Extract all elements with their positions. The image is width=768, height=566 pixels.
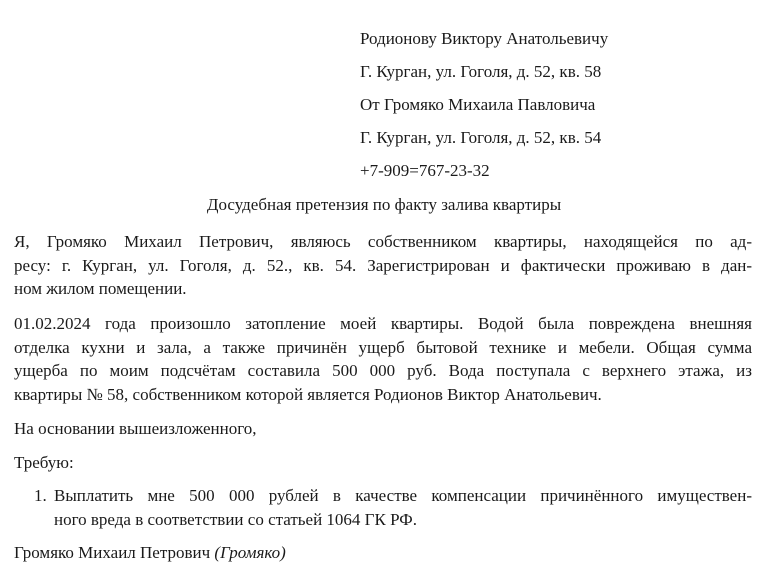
paragraph-line: квартиры № 58, собственником которой является Родионов Виктор Анатольевич. <box>14 384 602 404</box>
paragraph-owner-info <box>14 230 752 301</box>
paragraph-line: ущерба по моим подсчётам составила 500 000 руб. Вода поступала с верхнего этажа, из <box>14 361 752 380</box>
paragraph-incident <box>14 312 752 406</box>
handwritten-signature: (Громяко) <box>214 543 286 562</box>
paragraph-line: Я, Громяко Михаил Петрович, являюсь собственником квартиры, находящейся по ад- <box>14 232 752 251</box>
paragraph-line: ресу: г. Курган, ул. Гоголя, д. 52., кв. 54. Зарегистрирован и фактически проживаю в дан- <box>14 255 752 275</box>
demands-list <box>14 484 752 531</box>
sender-name: От Громяко Михаила Павловича <box>360 95 596 114</box>
paragraph-line: 01.02.2024 года произошло затопление моей квартиры. Водой была повреждена внешняя <box>14 314 752 333</box>
document-title: Досудебная претензия по факту залива квартиры <box>206 195 562 214</box>
signatory-name: Громяко Михаил Петрович <box>14 543 211 562</box>
recipient-address: Г. Курган, ул. Гоголя, д. 52, кв. 58 <box>360 62 602 81</box>
paragraph-basis: На основании вышеизложенного, <box>14 419 257 438</box>
signature-line <box>14 542 286 564</box>
sender-address: Г. Курган, ул. Гоголя, д. 52, кв. 54 <box>360 128 602 147</box>
paragraph-demand-heading: Требую: <box>14 453 74 472</box>
addressee-block <box>360 27 760 192</box>
list-item-line: ного вреда в соответствии со статьей 1064 ГК РФ. <box>54 509 417 529</box>
list-item <box>14 484 752 531</box>
paragraph-line: ном жилом помещении. <box>14 279 187 298</box>
list-item-number: 1. <box>34 486 47 505</box>
list-item-line: Выплатить мне 500 000 рублей в качестве компенсации причинённого имуществен- <box>54 486 752 505</box>
recipient-name: Родионову Виктору Анатольевичу <box>360 29 609 48</box>
paragraph-line: отделка кухни и зала, а также причинён ущерб бытовой технике и мебели. Общая сумма <box>14 337 752 357</box>
sender-phone: +7-909=767-23-32 <box>360 161 490 180</box>
